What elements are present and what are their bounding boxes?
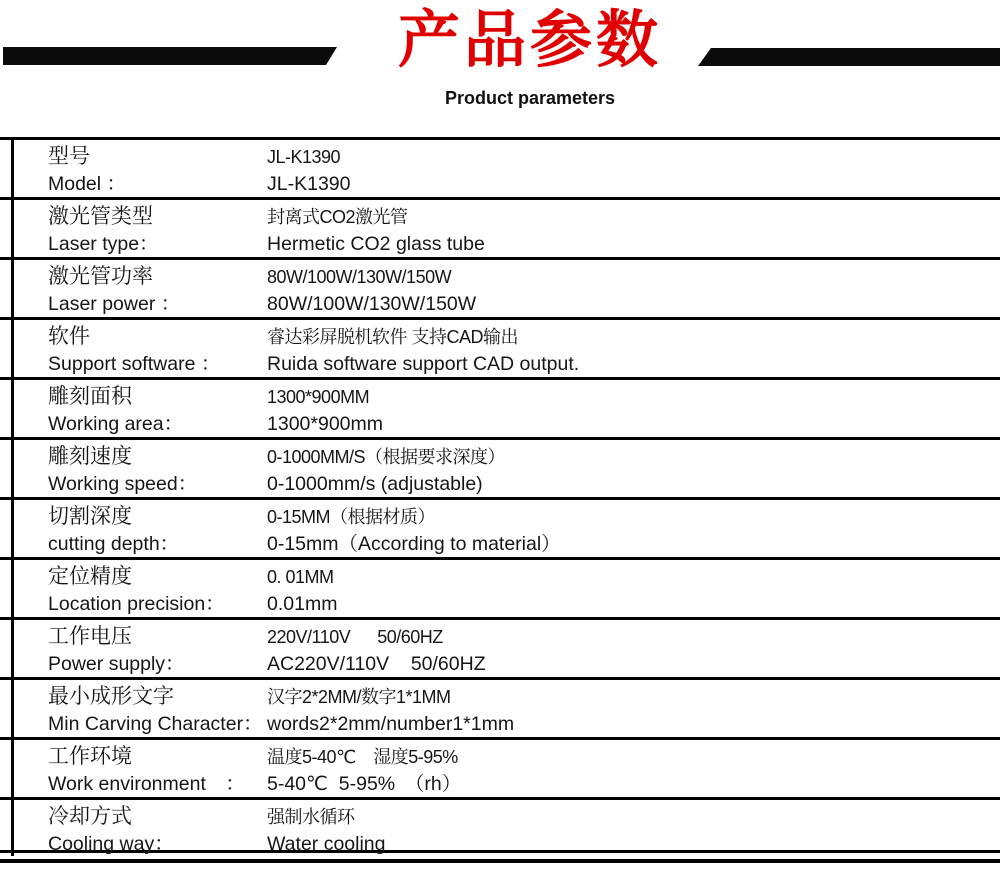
param-label-en: Working area： xyxy=(48,413,184,435)
param-value xyxy=(267,200,1000,257)
param-value-zh: 0-15MM（根据材质） xyxy=(267,507,436,527)
param-label-en: Location precision： xyxy=(48,593,225,615)
param-label-zh: 软件 xyxy=(48,325,90,348)
param-value-en: words2*2mm/number1*1mm xyxy=(267,713,515,735)
param-value xyxy=(267,740,1000,797)
param-value-zh: 汉字2*2MM/数字1*1MM xyxy=(267,687,451,707)
param-label-en: Power supply： xyxy=(48,653,185,675)
param-value xyxy=(267,440,1000,497)
param-label-zh: 工作环境 xyxy=(48,745,132,768)
param-label xyxy=(0,800,267,855)
table-bottom-border xyxy=(0,859,1000,863)
param-label xyxy=(0,500,267,557)
param-label-en: cutting depth： xyxy=(48,533,180,555)
param-label xyxy=(0,440,267,497)
param-value-en: Hermetic CO2 glass tube xyxy=(267,233,485,255)
param-value-en: 1300*900mm xyxy=(267,413,383,435)
param-label xyxy=(0,680,267,737)
param-value-zh: 强制水循环 xyxy=(267,807,355,827)
param-value-en: 5-40℃ 5-95% （rh） xyxy=(267,773,462,795)
param-label-en: Work environment ： xyxy=(48,773,245,795)
param-label-zh: 雕刻面积 xyxy=(48,385,132,408)
param-label xyxy=(0,140,267,197)
param-label-en: Model ： xyxy=(48,173,127,195)
table-row xyxy=(0,320,1000,380)
param-label xyxy=(0,620,267,677)
table-row xyxy=(0,260,1000,320)
param-label-zh: 冷却方式 xyxy=(48,805,132,828)
param-label-zh: 激光管类型 xyxy=(48,205,153,228)
param-value-en: JL-K1390 xyxy=(267,173,351,195)
param-label-en: Laser power ： xyxy=(48,293,181,315)
param-label-zh: 定位精度 xyxy=(48,565,132,588)
param-value-zh: 0. 01MM xyxy=(267,567,334,587)
table-row xyxy=(0,200,1000,260)
param-label-zh: 最小成形文字 xyxy=(48,685,174,708)
param-value-en: AC220V/110V 50/60HZ xyxy=(267,653,486,675)
table-row xyxy=(0,800,1000,853)
param-label-zh: 切割深度 xyxy=(48,505,132,528)
param-value xyxy=(267,620,1000,677)
param-value-en: Water cooling xyxy=(267,833,386,855)
param-value xyxy=(267,320,1000,377)
param-label xyxy=(0,260,267,317)
table-row xyxy=(0,140,1000,200)
param-label xyxy=(0,200,267,257)
param-value-zh: 80W/100W/130W/150W xyxy=(267,267,452,287)
table-row xyxy=(0,380,1000,440)
param-label-zh: 工作电压 xyxy=(48,625,132,648)
param-value-zh: 睿达彩屏脱机软件 支持CAD输出 xyxy=(267,327,519,347)
param-value-en: Ruida software support CAD output. xyxy=(267,353,580,375)
param-value-en: 0-15mm（According to material） xyxy=(267,533,561,555)
table-row xyxy=(0,740,1000,800)
param-value-zh: 温度5-40℃ 湿度5-95% xyxy=(267,747,458,767)
table-row xyxy=(0,560,1000,620)
param-value-zh: 0-1000MM/S（根据要求深度） xyxy=(267,447,506,467)
header-decorative-bar-right xyxy=(698,48,1000,66)
table-row xyxy=(0,620,1000,680)
param-label-en: Laser type： xyxy=(48,233,159,255)
table-row xyxy=(0,500,1000,560)
param-value-zh: 220V/110V 50/60HZ xyxy=(267,627,443,647)
param-value xyxy=(267,260,1000,317)
param-value-zh: 1300*900MM xyxy=(267,387,370,407)
param-value-en: 0-1000mm/s (adjustable) xyxy=(267,473,483,495)
parameters-table xyxy=(0,137,1000,863)
param-value xyxy=(267,680,1000,737)
param-value xyxy=(267,800,1000,855)
param-value-zh: JL-K1390 xyxy=(267,147,341,167)
header-decorative-bar-left xyxy=(3,47,337,65)
param-value-en: 80W/100W/130W/150W xyxy=(267,293,477,315)
table-left-border xyxy=(11,140,14,856)
table-row xyxy=(0,440,1000,500)
param-label-zh: 雕刻速度 xyxy=(48,445,132,468)
param-label-en: Support software ： xyxy=(48,353,221,375)
param-value-zh: 封离式CO2激光管 xyxy=(267,207,408,227)
param-value xyxy=(267,140,1000,197)
param-value xyxy=(267,500,1000,557)
param-label-zh: 型号 xyxy=(48,145,90,168)
param-label-en: Min Carving Character： xyxy=(48,713,263,735)
table-row xyxy=(0,680,1000,740)
param-value-en: 0.01mm xyxy=(267,593,338,615)
param-label-en: Cooling way： xyxy=(48,833,174,855)
param-value xyxy=(267,560,1000,617)
param-label xyxy=(0,380,267,437)
param-label-en: Working speed： xyxy=(48,473,198,495)
param-value xyxy=(267,380,1000,437)
page-header xyxy=(0,0,1000,137)
param-label xyxy=(0,560,267,617)
param-label-zh: 激光管功率 xyxy=(48,265,153,288)
param-label xyxy=(0,320,267,377)
param-label xyxy=(0,740,267,797)
page-title: 产品参数 xyxy=(397,6,663,75)
page-subtitle: Product parameters xyxy=(444,88,616,108)
